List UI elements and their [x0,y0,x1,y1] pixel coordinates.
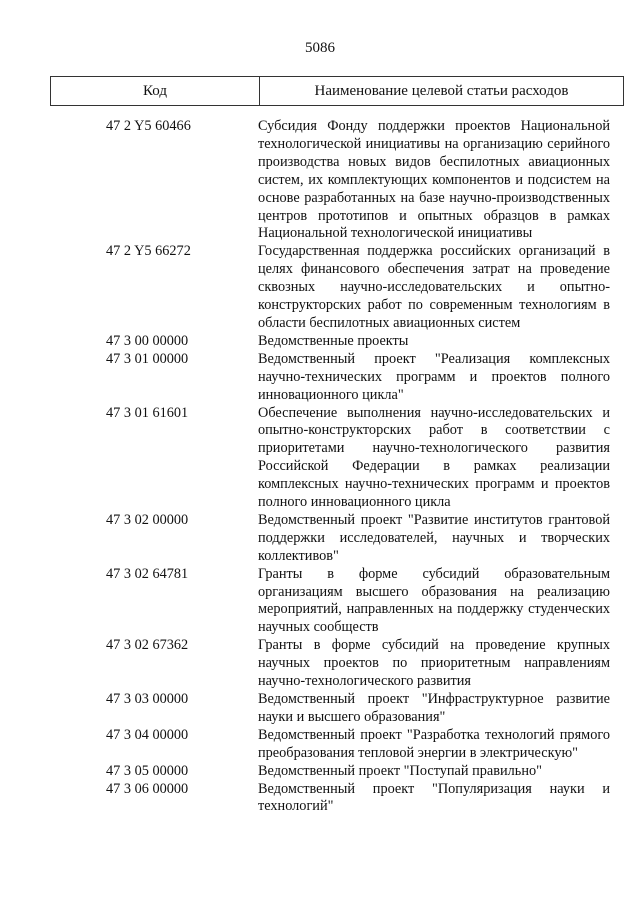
row-name: Ведомственный проект "Инфраструктурное развитие науки и высшего образования" [258,691,610,725]
table-row [0,781,640,817]
row-name: Ведомственный проект "Развитие институтов грантовой поддержки исследователей, научных и творческих коллективов" [258,511,610,564]
row-name: Гранты в форме субсидий на проведение крупных научных проектов по приоритетным направлениям научно-технологического развития [258,637,610,690]
table-row [0,763,640,781]
row-name: Ведомственный проект "Реализация комплексных научно-технических программ и проектов полного инновационного цикла" [258,350,610,403]
row-code: 47 3 05 00000 [106,762,189,779]
row-name: Государственная поддержка российских организаций в целях финансового обеспечения затрат на проведение сквозных научно-исследовательских и опытно-конструкторских работ по современным технологиям в области беспилотных авиационных систем [258,243,610,331]
row-code: 47 3 01 00000 [106,350,189,367]
table-row [0,727,640,763]
row-code: 47 2 Y5 60466 [106,118,191,134]
table-row [0,691,640,727]
row-name: Ведомственный проект "Популяризация науки и технологий" [258,780,610,815]
row-code: 47 3 03 00000 [106,691,189,707]
row-name: Обеспечение выполнения научно-исследовательских и опытно-конструкторских работ в соответствии с приоритетами научно-технологического развития Российской Федерации в рамках реализации комплексных научно-технических программ и проектов полного инновационного цикла [258,404,610,511]
row-code: 47 3 02 67362 [106,637,189,654]
header-code: Код [51,77,260,105]
table-row [0,333,640,351]
table-row [0,118,640,243]
row-code: 47 3 02 00000 [106,511,189,528]
row-name: Ведомственные проекты [258,332,409,349]
row-code: 47 3 01 61601 [106,404,189,421]
header-name: Наименование целевой статьи расходов [314,82,569,99]
table-row [0,566,640,638]
table-row [0,351,640,405]
row-name: Субсидия Фонду поддержки проектов Национальной технологической инициативы на организацию серийного производства новых видов беспилотных авиационных систем, их комплектующих компонентов и подсистем на основе разработанных на базе научно-производственных центров прототипов и опытных образцов в рамках Национальной технологической инициативы [258,118,610,242]
row-code: 47 3 06 00000 [106,780,189,797]
table-row [0,512,640,566]
table-header [50,76,624,106]
table-row [0,243,640,333]
row-name: Ведомственный проект "Разработка технологий прямого преобразования тепловой энергии в электрическую" [258,726,610,761]
table-row [0,637,640,691]
page-number: 5086 [305,40,335,56]
row-code: 47 3 00 00000 [106,332,189,349]
row-code: 47 3 02 64781 [106,565,189,582]
row-code: 47 2 Y5 66272 [106,243,191,260]
row-name: Гранты в форме субсидий образовательным организациям высшего образования на реализацию мероприятий, направленных на поддержку студенческих научных сообществ [258,565,610,636]
row-name: Ведомственный проект "Поступай правильно" [258,762,542,779]
row-code: 47 3 04 00000 [106,726,189,743]
table-row [0,405,640,512]
table-body [0,118,640,816]
